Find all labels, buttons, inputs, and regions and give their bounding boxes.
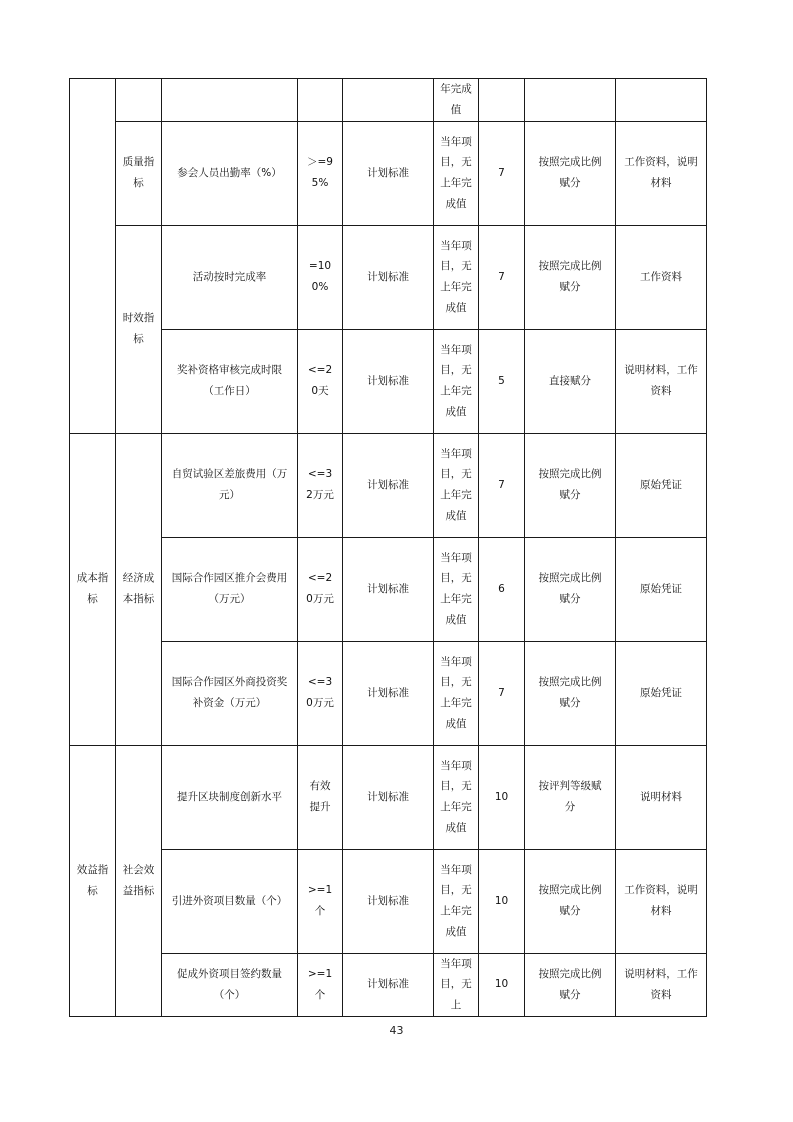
page-number: 43 [389, 1024, 404, 1037]
secondary-indicator-cell: 时效指标 [116, 225, 162, 433]
secondary-indicator-cell [116, 79, 162, 122]
value-cell: 有效提升 [298, 745, 343, 849]
indicator-cell: 国际合作园区外商投资奖补资金（万元） [162, 641, 298, 745]
value-cell: =100% [298, 225, 343, 329]
score-cell: 10 [479, 849, 525, 953]
score-cell: 10 [479, 953, 525, 1016]
source-cell: 计划标准 [343, 225, 434, 329]
source-cell: 计划标准 [343, 329, 434, 433]
source-cell: 计划标准 [343, 537, 434, 641]
indicator-cell: 促成外资项目签约数量（个） [162, 953, 298, 1016]
target-cell: 当年项目，无上 [434, 953, 479, 1016]
target-cell: 当年项目，无上年完成值 [434, 537, 479, 641]
table-row [70, 121, 707, 225]
indicator-cell: 活动按时完成率 [162, 225, 298, 329]
primary-indicator-cell [70, 79, 116, 434]
indicator-cell [162, 79, 298, 122]
secondary-indicator-cell: 质量指标 [116, 121, 162, 225]
target-cell: 当年项目，无上年完成值 [434, 225, 479, 329]
basis-cell: 原始凭证 [616, 537, 707, 641]
basis-cell: 说明材料，工作资料 [616, 953, 707, 1016]
method-cell: 直接赋分 [525, 329, 616, 433]
table-row [70, 79, 707, 122]
indicator-cell: 国际合作园区推介会费用（万元） [162, 537, 298, 641]
score-cell: 10 [479, 745, 525, 849]
basis-cell: 说明材料 [616, 745, 707, 849]
secondary-indicator-cell: 社会效益指标 [116, 745, 162, 1016]
value-cell: <=30万元 [298, 641, 343, 745]
target-cell: 当年项目，无上年完成值 [434, 849, 479, 953]
score-cell: 7 [479, 225, 525, 329]
target-cell: 当年项目，无上年完成值 [434, 121, 479, 225]
value-cell: <=32万元 [298, 433, 343, 537]
indicator-cell: 提升区块制度创新水平 [162, 745, 298, 849]
target-cell: 当年项目，无上年完成值 [434, 433, 479, 537]
method-cell: 按照完成比例赋分 [525, 121, 616, 225]
basis-cell: 工作资料 [616, 225, 707, 329]
method-cell: 按照完成比例赋分 [525, 849, 616, 953]
method-cell: 按照完成比例赋分 [525, 641, 616, 745]
basis-cell [616, 79, 707, 122]
source-cell: 计划标准 [343, 849, 434, 953]
primary-indicator-cell: 成本指标 [70, 433, 116, 745]
value-cell: >=1个 [298, 849, 343, 953]
indicator-cell: 奖补资格审核完成时限（工作日） [162, 329, 298, 433]
source-cell: 计划标准 [343, 121, 434, 225]
method-cell: 按评判等级赋分 [525, 745, 616, 849]
basis-cell: 工作资料，说明材料 [616, 121, 707, 225]
method-cell [525, 79, 616, 122]
table-row [70, 225, 707, 329]
score-cell: 5 [479, 329, 525, 433]
table-row [70, 329, 707, 433]
score-cell [479, 79, 525, 122]
method-cell: 按照完成比例赋分 [525, 225, 616, 329]
target-cell: 当年项目，无上年完成值 [434, 745, 479, 849]
indicator-cell: 引进外资项目数量（个） [162, 849, 298, 953]
indicator-cell: 自贸试验区差旅费用（万元） [162, 433, 298, 537]
table-row [70, 433, 707, 537]
value-cell: >=1个 [298, 953, 343, 1016]
value-cell: <=20天 [298, 329, 343, 433]
table-row [70, 745, 707, 849]
method-cell: 按照完成比例赋分 [525, 953, 616, 1016]
table-row [70, 849, 707, 953]
table-row [70, 641, 707, 745]
primary-indicator-cell: 效益指标 [70, 745, 116, 1016]
source-cell: 计划标准 [343, 641, 434, 745]
basis-cell: 工作资料，说明材料 [616, 849, 707, 953]
indicator-cell: 参会人员出勤率（%） [162, 121, 298, 225]
method-cell: 按照完成比例赋分 [525, 433, 616, 537]
score-cell: 7 [479, 433, 525, 537]
basis-cell: 说明材料，工作资料 [616, 329, 707, 433]
secondary-indicator-cell: 经济成本指标 [116, 433, 162, 745]
target-cell: 当年项目，无上年完成值 [434, 329, 479, 433]
source-cell [343, 79, 434, 122]
basis-cell: 原始凭证 [616, 641, 707, 745]
score-cell: 6 [479, 537, 525, 641]
performance-indicator-table [69, 78, 707, 1017]
source-cell: 计划标准 [343, 953, 434, 1016]
source-cell: 计划标准 [343, 745, 434, 849]
value-cell: ＞=95% [298, 121, 343, 225]
basis-cell: 原始凭证 [616, 433, 707, 537]
table-row [70, 953, 707, 1016]
score-cell: 7 [479, 121, 525, 225]
score-cell: 7 [479, 641, 525, 745]
value-cell [298, 79, 343, 122]
source-cell: 计划标准 [343, 433, 434, 537]
value-cell: <=20万元 [298, 537, 343, 641]
target-cell: 当年项目，无上年完成值 [434, 641, 479, 745]
table-row [70, 537, 707, 641]
target-cell: 年完成值 [434, 79, 479, 122]
method-cell: 按照完成比例赋分 [525, 537, 616, 641]
